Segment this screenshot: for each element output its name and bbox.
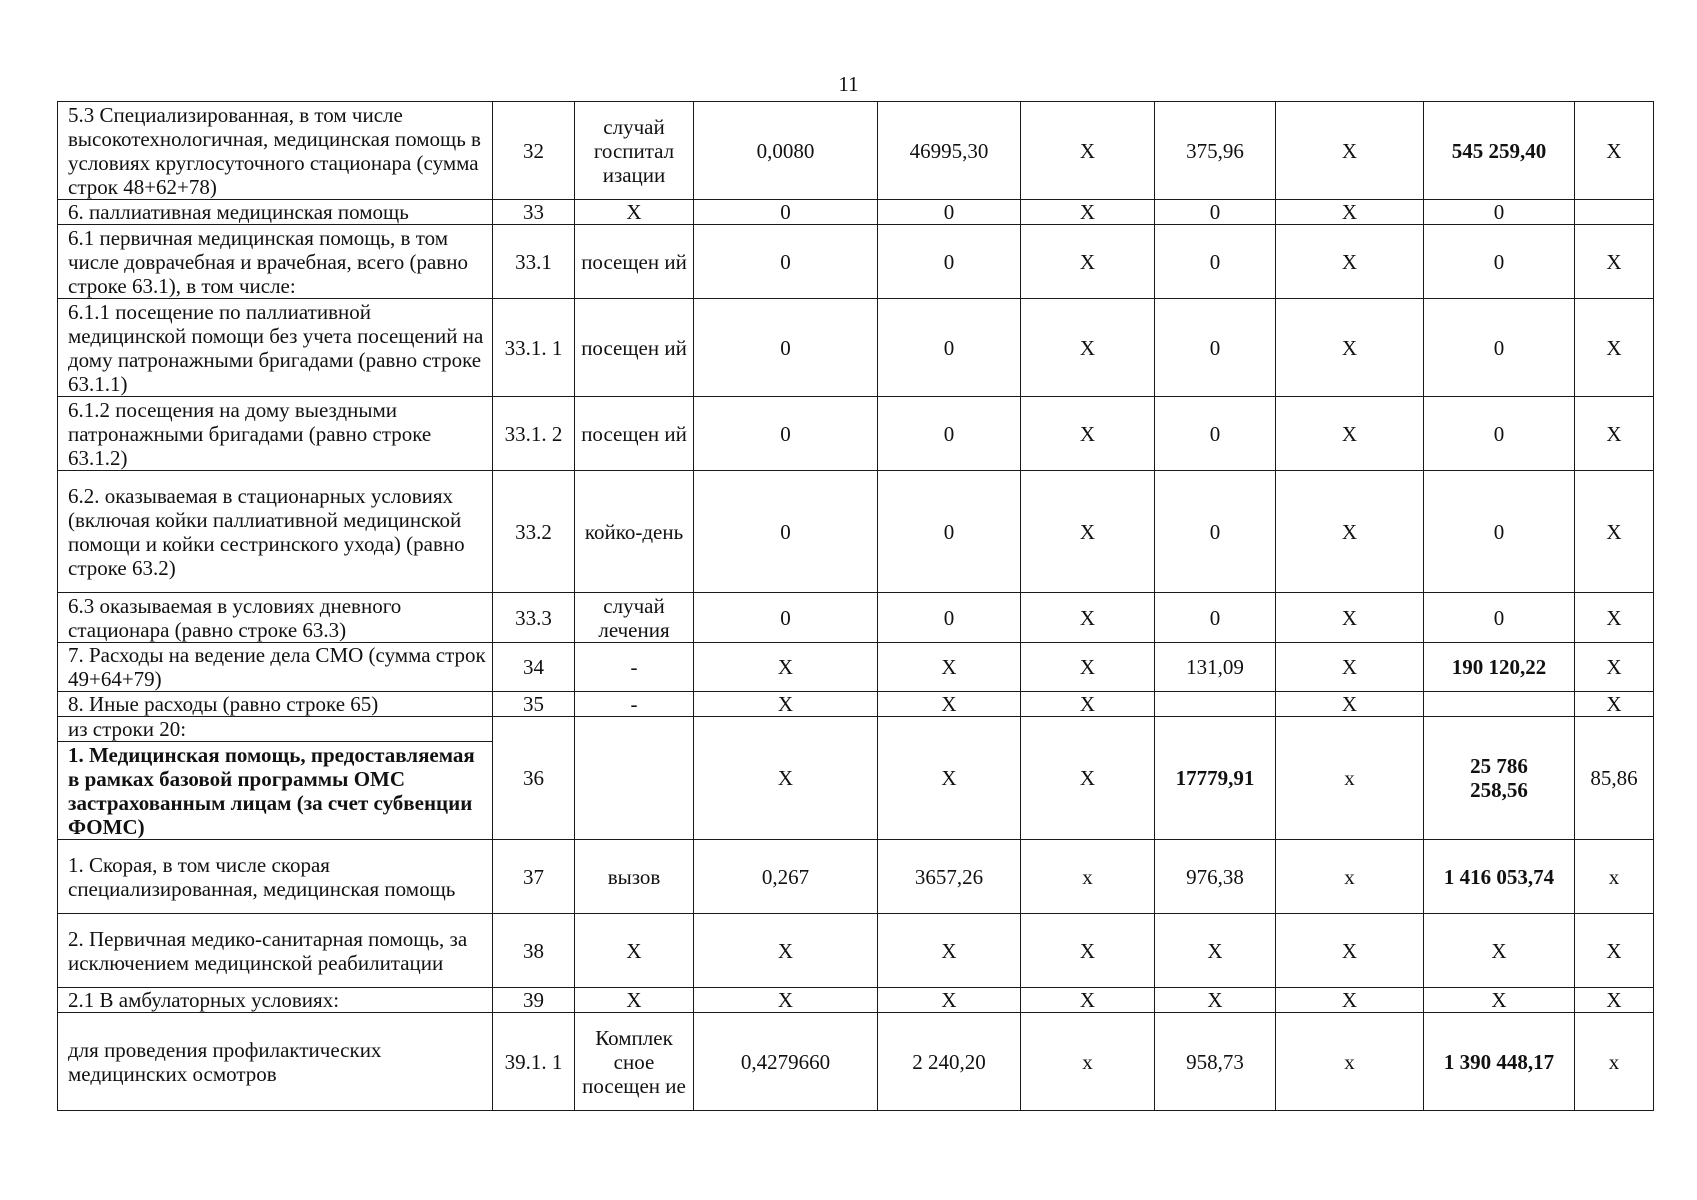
cell-col8: x [1276,717,1424,840]
cell-col8: x [1276,840,1424,914]
row-name: 6.2. оказываемая в стационарных условиях (включая койки паллиативной медицинской помощи и койки сестринского ухода) (равно строке 63.2) [58,471,493,593]
cell-col8: X [1276,593,1424,643]
cell-col6: X [1021,225,1155,299]
cell-col8: X [1276,200,1424,225]
row-name: 2.1 В амбулаторных условиях: [58,988,493,1013]
cell-col7: 0 [1155,200,1276,225]
row-code: 37 [493,840,575,914]
cell-col4: 0 [694,471,878,593]
row-unit: - [575,643,694,692]
cell-col7: 17779,91 [1155,717,1276,840]
cell-col4: 0 [694,593,878,643]
cell-col6: X [1021,643,1155,692]
cell-col5: 0 [878,225,1021,299]
row-unit: койко-день [575,471,694,593]
cell-col6: x [1021,840,1155,914]
row-code: 33.3 [493,593,575,643]
cell-col7: 375,96 [1155,102,1276,200]
row-prefix: из строки 20: [58,717,493,742]
row-name: 6.3 оказываемая в условиях дневного стационара (равно строке 63.3) [58,593,493,643]
cell-col6: X [1021,988,1155,1013]
row-code: 34 [493,643,575,692]
cell-col4: X [694,717,878,840]
cell-col7: X [1155,988,1276,1013]
cell-col7: 976,38 [1155,840,1276,914]
cell-col10: X [1575,593,1654,643]
cell-col9: 0 [1424,225,1575,299]
cell-col10: X [1575,102,1654,200]
cell-col4: 0 [694,200,878,225]
cell-col7: 0 [1155,471,1276,593]
cell-col7: 0 [1155,225,1276,299]
cell-col5: 46995,30 [878,102,1021,200]
cell-col9: 0 [1424,593,1575,643]
cell-col5: X [878,988,1021,1013]
row-name: 6.1.2 посещения на дому выездными патронажными бригадами (равно строке 63.1.2) [58,397,493,471]
row-unit: X [575,914,694,988]
table-row [58,914,1654,988]
cell-col6: X [1021,717,1155,840]
cell-col7: 958,73 [1155,1013,1276,1111]
financing-table [57,101,1654,1111]
row-unit [575,717,694,840]
cell-col10: x [1575,840,1654,914]
row-unit: посещен ий [575,299,694,397]
row-code: 39.1. 1 [493,1013,575,1111]
row-unit: вызов [575,840,694,914]
cell-col7 [1155,692,1276,717]
cell-col6: X [1021,102,1155,200]
row-unit: случай лечения [575,593,694,643]
row-name: 6. паллиативная медицинская помощь [58,200,493,225]
cell-col5: 2 240,20 [878,1013,1021,1111]
cell-col10: 85,86 [1575,717,1654,840]
cell-col9: 0 [1424,299,1575,397]
cell-col10 [1575,200,1654,225]
row-unit: X [575,988,694,1013]
cell-col8: X [1276,102,1424,200]
cell-col6: x [1021,1013,1155,1111]
cell-col9: 190 120,22 [1424,643,1575,692]
cell-col8: X [1276,692,1424,717]
cell-col9: 0 [1424,200,1575,225]
cell-col6: X [1021,471,1155,593]
row-code: 33.1. 1 [493,299,575,397]
cell-col8: x [1276,1013,1424,1111]
row-code: 33 [493,200,575,225]
cell-col10: X [1575,988,1654,1013]
row-unit: X [575,200,694,225]
table-row [58,102,1654,200]
cell-col4: 0,0080 [694,102,878,200]
cell-col4: X [694,692,878,717]
row-unit: посещен ий [575,397,694,471]
row-name: 6.1 первичная медицинская помощь, в том числе доврачебная и врачебная, всего (равно строке 63.1), в том числе: [58,225,493,299]
cell-col6: X [1021,914,1155,988]
row-unit: - [575,692,694,717]
cell-col8: X [1276,471,1424,593]
row-code: 36 [493,717,575,840]
page-number: 11 [838,72,859,96]
cell-col9: X [1424,914,1575,988]
table-row [58,643,1654,692]
cell-col8: X [1276,988,1424,1013]
cell-col5: 3657,26 [878,840,1021,914]
cell-col4: 0 [694,397,878,471]
row-name: 8. Иные расходы (равно строке 65) [58,692,493,717]
row-code: 39 [493,988,575,1013]
row-unit: посещен ий [575,225,694,299]
row-unit: случай госпитал изации [575,102,694,200]
cell-col5: 0 [878,200,1021,225]
table-row [58,471,1654,593]
cell-col4: 0,4279660 [694,1013,878,1111]
row-code: 35 [493,692,575,717]
cell-col10: X [1575,299,1654,397]
cell-col10: X [1575,914,1654,988]
cell-col6: X [1021,593,1155,643]
cell-col10: X [1575,397,1654,471]
table-row [58,717,1654,742]
cell-col8: X [1276,914,1424,988]
cell-col5: 0 [878,299,1021,397]
cell-col10: X [1575,643,1654,692]
row-code: 38 [493,914,575,988]
cell-col9: 1 416 053,74 [1424,840,1575,914]
cell-col8: X [1276,225,1424,299]
row-name: 6.1.1 посещение по паллиативной медицинской помощи без учета посещений на дому патронажными бригадами (равно строке 63.1.1) [58,299,493,397]
cell-col6: X [1021,692,1155,717]
cell-col9 [1424,692,1575,717]
cell-col5: X [878,643,1021,692]
cell-col8: X [1276,397,1424,471]
cell-col10: x [1575,1013,1654,1111]
table-row [58,225,1654,299]
cell-col5: 0 [878,471,1021,593]
cell-col4: 0 [694,225,878,299]
row-name: 5.3 Специализированная, в том числе высокотехнологичная, медицинская помощь в условиях круглосуточного стационара (сумма строк 48+62+78) [58,102,493,200]
table-row [58,200,1654,225]
table-row [58,1013,1654,1111]
cell-col5: 0 [878,593,1021,643]
cell-col10: X [1575,692,1654,717]
cell-col7: 0 [1155,593,1276,643]
cell-col9: 545 259,40 [1424,102,1575,200]
cell-col7: 0 [1155,299,1276,397]
table-row [58,840,1654,914]
table-row [58,692,1654,717]
cell-col8: X [1276,643,1424,692]
cell-col4: X [694,643,878,692]
table-row [58,299,1654,397]
cell-col8: X [1276,299,1424,397]
row-code: 33.1 [493,225,575,299]
cell-col5: X [878,914,1021,988]
cell-col6: X [1021,200,1155,225]
cell-col7: X [1155,914,1276,988]
row-name: 1. Медицинская помощь, предоставляемая в рамках базовой программы ОМС застрахованным лицам (за счет субвенции ФОМС) [58,742,493,840]
cell-col9: X [1424,988,1575,1013]
table-row [58,988,1654,1013]
cell-col9: 1 390 448,17 [1424,1013,1575,1111]
cell-col7: 0 [1155,397,1276,471]
table-row [58,593,1654,643]
cell-col6: X [1021,299,1155,397]
row-name: 1. Скорая, в том числе скорая специализированная, медицинская помощь [58,840,493,914]
cell-col4: 0,267 [694,840,878,914]
cell-col4: X [694,914,878,988]
cell-col6: X [1021,397,1155,471]
cell-col4: X [694,988,878,1013]
row-code: 33.2 [493,471,575,593]
table-row [58,397,1654,471]
cell-col9: 25 786 258,56 [1424,717,1575,840]
cell-col4: 0 [694,299,878,397]
row-name: 2. Первичная медико-санитарная помощь, за исключением медицинской реабилитации [58,914,493,988]
cell-col10: X [1575,225,1654,299]
cell-col5: X [878,692,1021,717]
cell-col9: 0 [1424,471,1575,593]
row-code: 33.1. 2 [493,397,575,471]
row-name: для проведения профилактических медицинских осмотров [58,1013,493,1111]
row-name: 7. Расходы на ведение дела СМО (сумма строк 49+64+79) [58,643,493,692]
row-unit: Комплек сное посещен ие [575,1013,694,1111]
cell-col7: 131,09 [1155,643,1276,692]
row-code: 32 [493,102,575,200]
cell-col5: X [878,717,1021,840]
cell-col9: 0 [1424,397,1575,471]
cell-col10: X [1575,471,1654,593]
cell-col5: 0 [878,397,1021,471]
